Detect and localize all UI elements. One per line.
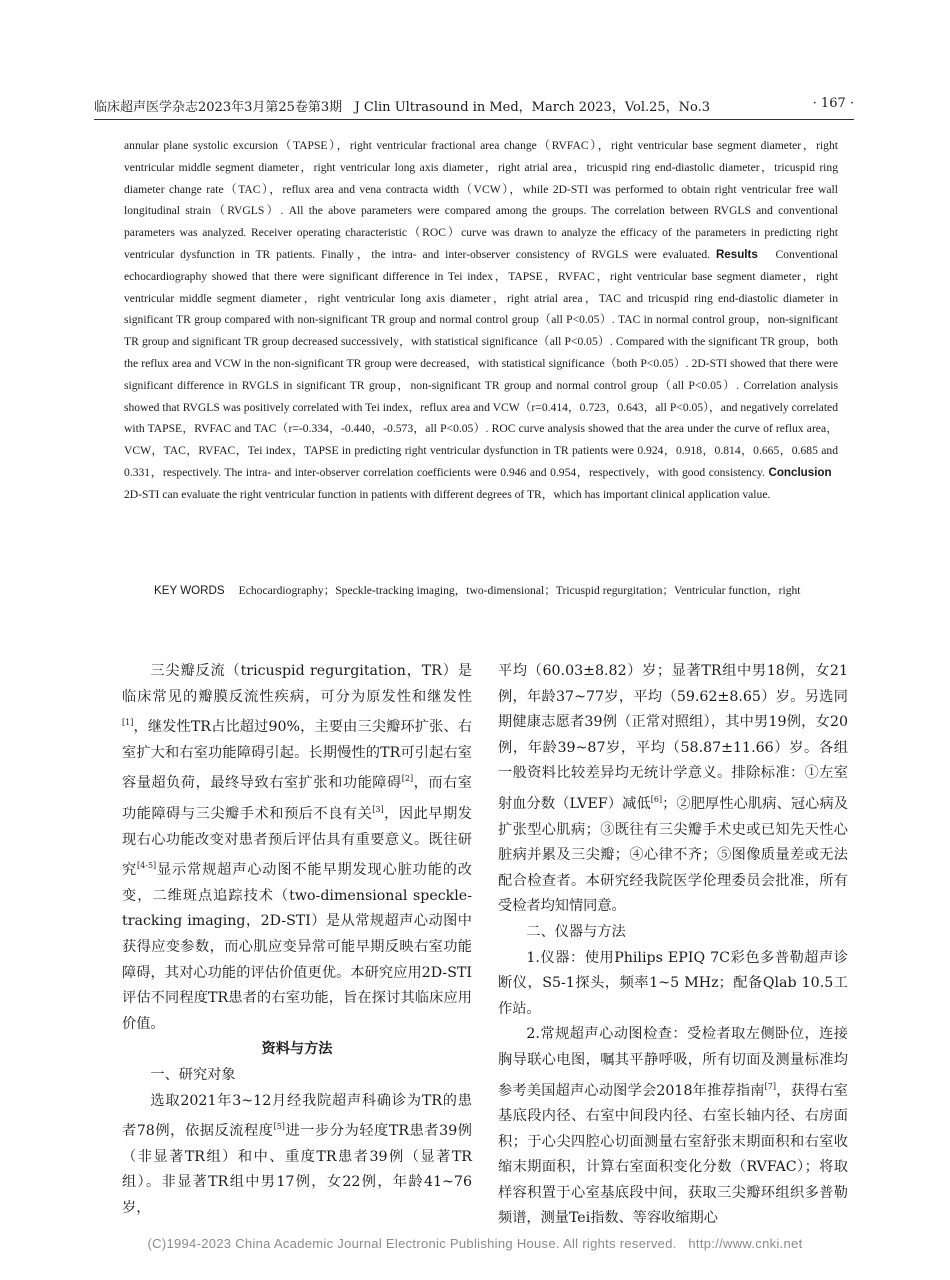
journal-name-cn: 临床超声医学杂志2023年3月第25卷第3期 [94, 100, 343, 115]
citation-ref: [4-5] [137, 861, 157, 871]
copyright-text: (C)1994-2023 China Academic Journal Electronic Publishing House. All rights reserved. [147, 1236, 677, 1251]
introduction-paragraph: 三尖瓣反流（tricuspid regurgitation，TR）是临床常见的瓣膜反流性疾病，可分为原发性和继发性[1]，继发性TR占比超过90%，主要由三尖瓣环扩张、右室扩大和右室功能障碍引起。长期慢性的TR可引起右室容量超负荷，最终导致右室扩张和功能障碍[2]，而右室功能障碍与三尖瓣手术和预后不良有关[3]，因此早期发现右心功能改变对患者预后评估具有重要意义。既往研究[4-5]显示常规超声心动图不能早期发现心脏功能的改变，二维斑点追踪技术（two-dimensional speckle-tracking imaging，2D-STI）是从常规超声心动图中获得应变参数，而心肌应变异常可能早期反映右室功能障碍，其对心功能的评估价值更优。本研究应用2D-STI评估不同程度TR患者的右室功能，旨在探讨其临床应用价值。 [122, 663, 472, 1032]
echocardiography-paragraph: 2.常规超声心动图检查：受检者取左侧卧位，连接胸导联心电图，嘱其平静呼吸，所有切面及测量标准均参考美国超声心动图学会2018年推荐指南[7]，获得右室基底段内径、右室中间段内径、右室长轴内径、右房面积；于心尖四腔心切面测量右室舒张末期面积和右室收缩末期面积，计算右室面积变化分数（RVFAC）；将取样容积置于心室基底段中间，获取三尖瓣环组织多普勒频谱，测量Tei指数、等容收缩期心 [498, 1026, 848, 1227]
citation-ref: [1] [122, 718, 134, 728]
cnki-url: http://www.cnki.net [688, 1236, 803, 1251]
subsection-heading: 一、研究对象 [150, 1066, 236, 1083]
subjects-paragraph: 选取2021年3~12月经我院超声科确诊为TR的患者78例，依据反流程度[5]进一步分为轻度TR患者39例（非显著TR组）和中、重度TR患者39例（显著TR组）。非显著TR组中男17例，女22例，年龄41~76岁， [122, 1092, 472, 1216]
citation-ref: [7] [764, 1081, 777, 1091]
header-divider [94, 119, 854, 120]
journal-name-en: J Clin Ultrasound in Med，March 2023，Vol.25，No.3 [354, 100, 711, 115]
instrument-paragraph: 1.仪器：使用Philips EPIQ 7C彩色多普勒超声诊断仪，S5-1探头，频率1~5 MHz；配备Qlab 10.5工作站。 [498, 949, 848, 1017]
english-abstract [124, 135, 838, 506]
keywords [124, 580, 838, 602]
right-column [498, 659, 848, 1232]
results-label: Results [715, 247, 758, 261]
section-title: 资料与方法 [261, 1041, 333, 1058]
keywords-label: KEY WORDS [154, 584, 225, 597]
citation-ref: [3] [372, 804, 384, 814]
page-number: · 167 · [812, 96, 854, 111]
journal-citation [94, 96, 710, 115]
abstract-methods-text: annular plane systolic excursion（TAPSE），right ventricular fractional area change（RVFAC），right ventricular base segment diameter，right ventricular middle segment diameter，right ventricular long axis diameter，right atrial area，tricuspid ring end-diastolic diameter，tricuspid ring diameter change rate（TAC），reflux area and vena contracta width（VCW），while 2D-STI was performed to obtain right ventricular free wall longitudinal strain（RVGLS）. All the above parameters were compared among the groups. The correlation between RVGLS and conventional parameters was analyzed. Receiver operating characteristic（ROC）curve was drawn to analyze the efficacy of the parameters in predicting right ventricular dysfunction in TR patients. Finally，the intra- and inter-observer consistency of RVGLS were evaluated. [124, 139, 838, 261]
conclusion-label: Conclusion [768, 465, 832, 479]
citation-ref: [6] [650, 794, 663, 804]
citation-ref: [5] [273, 1122, 285, 1132]
citation-ref: [2] [401, 774, 414, 784]
abstract-results-text: Conventional echocardiography showed that there were significant difference in Tei index，TAPSE，RVFAC，right ventricular base segment diameter，right ventricular middle segment diameter，right ventricular long axis diameter，right atrial area，TAC and tricuspid ring end-diastolic diameter in significant TR group compared with non-significant TR group and normal control group（all P<0.05）. TAC in normal control group，non-significant TR group and significant TR group decreased successively，with statistical significance（all P<0.05）. Compared with the significant TR group，both the reflux area and VCW in the non-significant TR group were decreased，with statistical significance（both P<0.05）. 2D-STI showed that there were significant difference in RVGLS in significant TR group，non-significant TR group and normal control group（all P<0.05）. Correlation analysis showed that RVGLS was positively correlated with Tei index，reflux area and VCW（r=0.414，0.723，0.643，all P<0.05），and negatively correlated with TAPSE，RVFAC and TAC（r=-0.334，-0.440，-0.573，all P<0.05）. ROC curve analysis showed that the area under the curve of reflux area，VCW，TAC，RVFAC，Tei index，TAPSE in predicting right ventricular dysfunction in TR patients were 0.924，0.918，0.814，0.665，0.685 and 0.331，respectively. The intra- and inter-observer correlation coefficients were 0.946 and 0.954，respectively，with good consistency. [124, 247, 838, 479]
keywords-text: Echocardiography；Speckle-tracking imaging，two-dimensional；Tricuspid regurgitation；Ventricular function，right [238, 584, 801, 597]
subjects-continued-paragraph: 平均（60.03±8.82）岁；显著TR组中男18例，女21例，年龄37~77岁，平均（59.62±8.65）岁。另选同期健康志愿者39例（正常对照组），其中男19例，女20例，年龄39~87岁，平均（58.87±11.66）岁。各组一般资料比较差异均无统计学意义。排除标准：①左室射血分数（LVEF）减低[6]；②肥厚性心肌病、冠心病及扩张型心肌病；③既往有三尖瓣手术史或已知先天性心脏病并累及三尖瓣；④心律不齐；⑤图像质量差或无法配合检查者。本研究经我院医学伦理委员会批准，所有受检者均知情同意。 [498, 663, 848, 915]
subsection-heading: 二、仪器与方法 [526, 923, 626, 940]
left-column [122, 659, 472, 1221]
abstract-conclusion-text: 2D-STI can evaluate the right ventricular function in patients with different degrees of TR，which has important clinical application value. [124, 487, 771, 501]
copyright-footer [0, 1236, 950, 1251]
